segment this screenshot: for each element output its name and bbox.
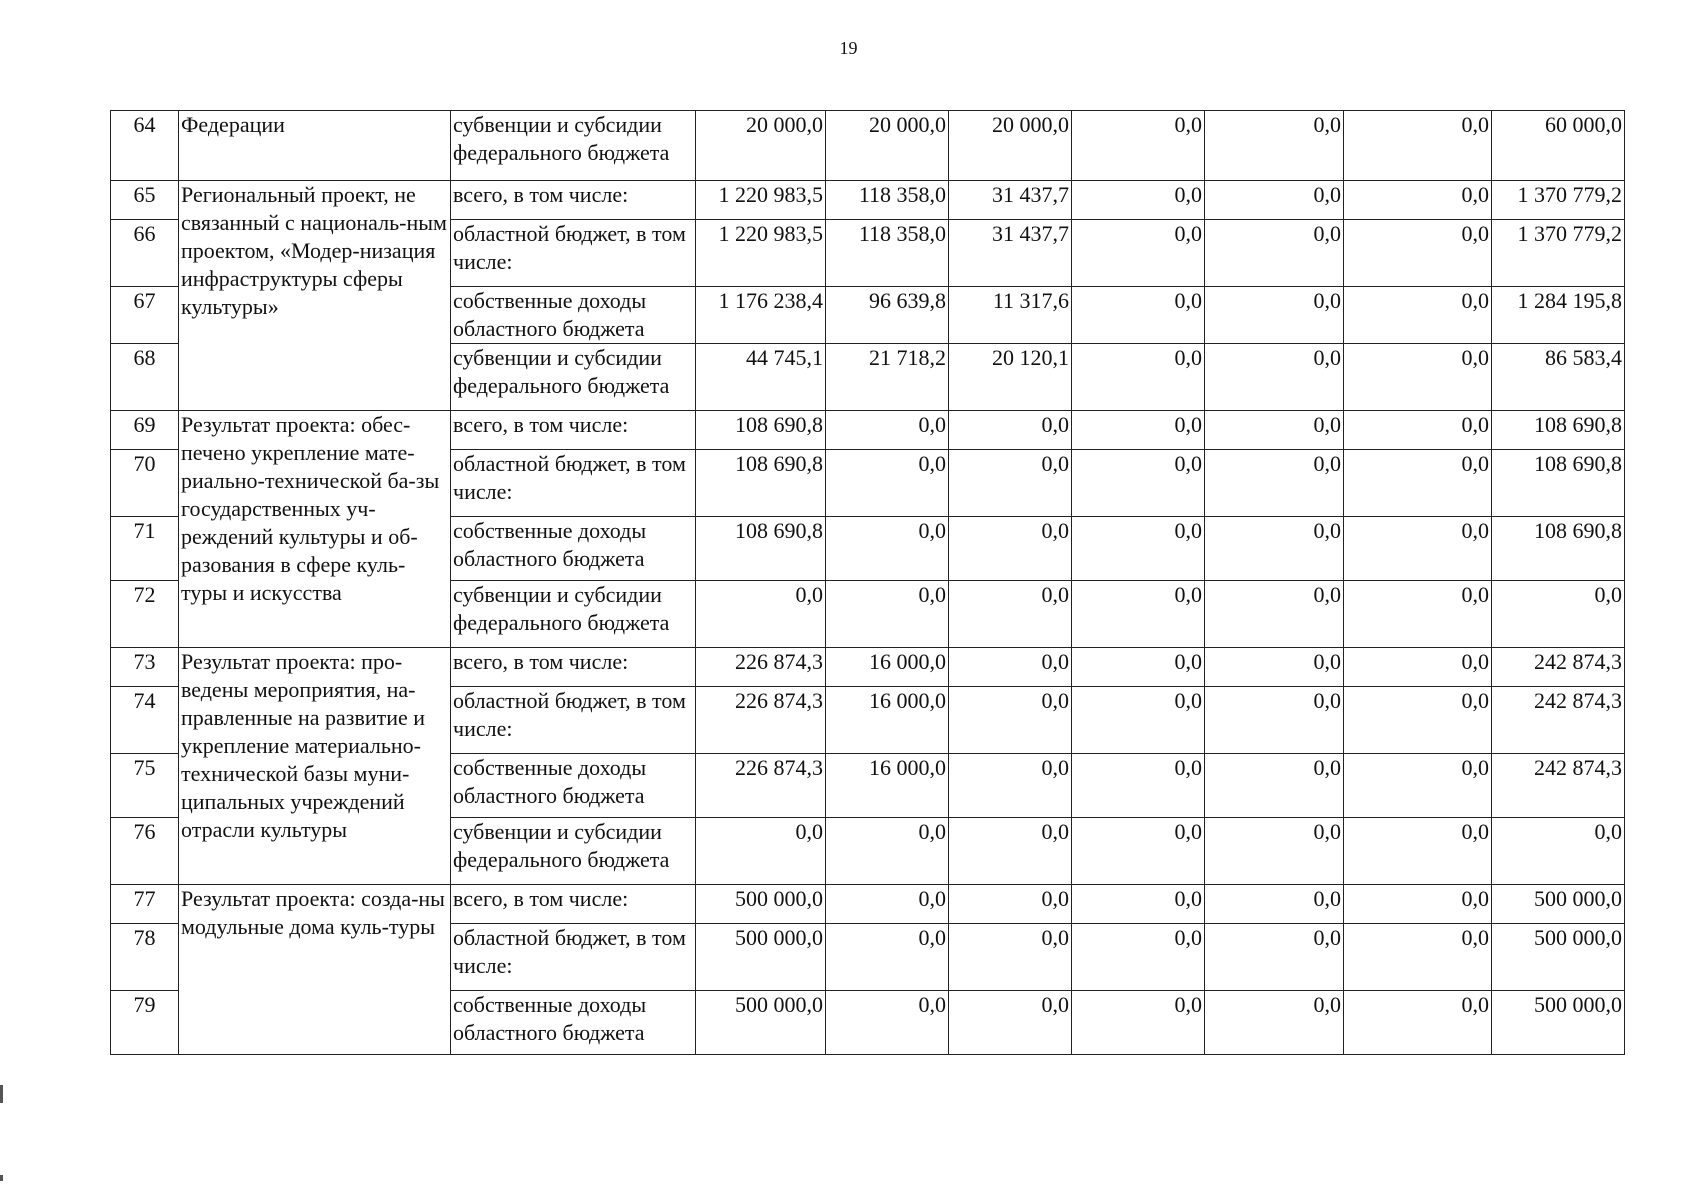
amount-cell: 0,0	[826, 991, 949, 1055]
amount-cell: 0,0	[1344, 111, 1492, 181]
row-number: 75	[111, 754, 179, 818]
amount-cell: 0,0	[1072, 517, 1205, 581]
amount-cell: 108 690,8	[1492, 450, 1625, 517]
funding-source: всего, в том числе:	[451, 885, 696, 924]
funding-source: областной бюджет, в том числе:	[451, 220, 696, 287]
amount-cell: 108 690,8	[1492, 411, 1625, 450]
amount-cell: 0,0	[1072, 181, 1205, 220]
amount-cell: 500 000,0	[1492, 924, 1625, 991]
amount-cell: 0,0	[1205, 111, 1344, 181]
amount-cell: 0,0	[1072, 450, 1205, 517]
amount-cell: 0,0	[1072, 287, 1205, 344]
table-row	[111, 411, 1625, 450]
amount-cell: 0,0	[949, 924, 1072, 991]
amount-cell: 242 874,3	[1492, 648, 1625, 687]
amount-cell: 31 437,7	[949, 220, 1072, 287]
amount-cell: 60 000,0	[1492, 111, 1625, 181]
scan-margin-mark	[0, 1085, 3, 1103]
row-number: 70	[111, 450, 179, 517]
amount-cell: 0,0	[1205, 287, 1344, 344]
amount-cell: 0,0	[949, 411, 1072, 450]
indicator-name: Результат проекта: про-ведены мероприятия, на-правленные на развитие и укрепление материально-технической базы муни-ципальных учреждений отрасли культуры	[179, 648, 451, 885]
funding-source: собственные доходы областного бюджета	[451, 991, 696, 1055]
amount-cell: 0,0	[1072, 411, 1205, 450]
amount-cell: 1 370 779,2	[1492, 181, 1625, 220]
funding-source: собственные доходы областного бюджета	[451, 754, 696, 818]
amount-cell: 1 220 983,5	[696, 220, 826, 287]
amount-cell: 0,0	[949, 517, 1072, 581]
row-number: 73	[111, 648, 179, 687]
amount-cell: 1 176 238,4	[696, 287, 826, 344]
amount-cell: 0,0	[949, 818, 1072, 885]
amount-cell: 500 000,0	[696, 991, 826, 1055]
amount-cell: 0,0	[949, 991, 1072, 1055]
amount-cell: 0,0	[1344, 687, 1492, 754]
funding-source: собственные доходы областного бюджета	[451, 517, 696, 581]
amount-cell: 0,0	[1205, 450, 1344, 517]
amount-cell: 0,0	[1344, 517, 1492, 581]
amount-cell: 500 000,0	[696, 885, 826, 924]
amount-cell: 96 639,8	[826, 287, 949, 344]
row-number: 68	[111, 344, 179, 411]
amount-cell: 0,0	[1072, 220, 1205, 287]
amount-cell: 0,0	[1205, 344, 1344, 411]
row-number: 71	[111, 517, 179, 581]
amount-cell: 20 000,0	[826, 111, 949, 181]
amount-cell: 0,0	[826, 517, 949, 581]
amount-cell: 0,0	[1205, 885, 1344, 924]
amount-cell: 226 874,3	[696, 648, 826, 687]
amount-cell: 21 718,2	[826, 344, 949, 411]
amount-cell: 0,0	[1344, 287, 1492, 344]
amount-cell: 118 358,0	[826, 220, 949, 287]
funding-source: всего, в том числе:	[451, 181, 696, 220]
amount-cell: 0,0	[826, 818, 949, 885]
amount-cell: 0,0	[1344, 885, 1492, 924]
amount-cell: 0,0	[1072, 991, 1205, 1055]
amount-cell: 0,0	[949, 754, 1072, 818]
amount-cell: 0,0	[1205, 818, 1344, 885]
table-row	[111, 885, 1625, 924]
amount-cell: 0,0	[1344, 818, 1492, 885]
funding-source: субвенции и субсидии федерального бюджета	[451, 818, 696, 885]
amount-cell: 0,0	[1072, 818, 1205, 885]
indicator-name: Федерации	[179, 111, 451, 181]
amount-cell: 0,0	[1072, 687, 1205, 754]
amount-cell: 0,0	[1205, 581, 1344, 648]
row-number: 74	[111, 687, 179, 754]
indicator-name: Региональный проект, не связанный с националь-ным проектом, «Модер-низация инфраструктуры сферы культуры»	[179, 181, 451, 411]
amount-cell: 0,0	[949, 581, 1072, 648]
amount-cell: 0,0	[1344, 411, 1492, 450]
row-number: 78	[111, 924, 179, 991]
amount-cell: 0,0	[1344, 344, 1492, 411]
funding-source: субвенции и субсидии федерального бюджета	[451, 111, 696, 181]
funding-source: собственные доходы областного бюджета	[451, 287, 696, 344]
amount-cell: 16 000,0	[826, 648, 949, 687]
amount-cell: 86 583,4	[1492, 344, 1625, 411]
amount-cell: 242 874,3	[1492, 687, 1625, 754]
budget-table	[110, 110, 1625, 1055]
amount-cell: 500 000,0	[1492, 885, 1625, 924]
amount-cell: 108 690,8	[696, 450, 826, 517]
amount-cell: 0,0	[1205, 687, 1344, 754]
amount-cell: 0,0	[1205, 517, 1344, 581]
funding-source: областной бюджет, в том числе:	[451, 687, 696, 754]
amount-cell: 0,0	[1072, 581, 1205, 648]
amount-cell: 108 690,8	[1492, 517, 1625, 581]
amount-cell: 0,0	[826, 924, 949, 991]
amount-cell: 16 000,0	[826, 687, 949, 754]
row-number: 66	[111, 220, 179, 287]
amount-cell: 0,0	[1072, 885, 1205, 924]
funding-source: областной бюджет, в том числе:	[451, 924, 696, 991]
amount-cell: 0,0	[696, 818, 826, 885]
amount-cell: 0,0	[1205, 754, 1344, 818]
amount-cell: 0,0	[826, 885, 949, 924]
amount-cell: 0,0	[1344, 450, 1492, 517]
amount-cell: 0,0	[826, 450, 949, 517]
amount-cell: 0,0	[1072, 344, 1205, 411]
amount-cell: 0,0	[1072, 648, 1205, 687]
indicator-name: Результат проекта: обес-печено укрепление мате-риально-технической ба-зы государственных уч-реждений культуры и об-разования в сфере куль-туры и искусства	[179, 411, 451, 648]
amount-cell: 20 120,1	[949, 344, 1072, 411]
table-row	[111, 181, 1625, 220]
amount-cell: 20 000,0	[696, 111, 826, 181]
funding-source: субвенции и субсидии федерального бюджета	[451, 581, 696, 648]
amount-cell: 0,0	[949, 648, 1072, 687]
table-row	[111, 648, 1625, 687]
row-number: 72	[111, 581, 179, 648]
amount-cell: 0,0	[1072, 111, 1205, 181]
scan-margin-mark	[0, 1175, 3, 1181]
amount-cell: 0,0	[1344, 181, 1492, 220]
amount-cell: 0,0	[826, 411, 949, 450]
amount-cell: 1 370 779,2	[1492, 220, 1625, 287]
amount-cell: 108 690,8	[696, 411, 826, 450]
amount-cell: 0,0	[1072, 924, 1205, 991]
row-number: 69	[111, 411, 179, 450]
amount-cell: 0,0	[826, 581, 949, 648]
table-row	[111, 111, 1625, 181]
amount-cell: 0,0	[1344, 648, 1492, 687]
amount-cell: 0,0	[1205, 220, 1344, 287]
funding-source: субвенции и субсидии федерального бюджета	[451, 344, 696, 411]
amount-cell: 0,0	[1492, 818, 1625, 885]
table-body	[111, 111, 1625, 1055]
row-number: 76	[111, 818, 179, 885]
amount-cell: 0,0	[1205, 648, 1344, 687]
funding-source: областной бюджет, в том числе:	[451, 450, 696, 517]
amount-cell: 0,0	[1344, 924, 1492, 991]
amount-cell: 0,0	[949, 687, 1072, 754]
amount-cell: 0,0	[949, 450, 1072, 517]
funding-source: всего, в том числе:	[451, 648, 696, 687]
amount-cell: 20 000,0	[949, 111, 1072, 181]
amount-cell: 108 690,8	[696, 517, 826, 581]
amount-cell: 500 000,0	[696, 924, 826, 991]
row-number: 79	[111, 991, 179, 1055]
row-number: 77	[111, 885, 179, 924]
amount-cell: 44 745,1	[696, 344, 826, 411]
row-number: 65	[111, 181, 179, 220]
amount-cell: 1 220 983,5	[696, 181, 826, 220]
amount-cell: 11 317,6	[949, 287, 1072, 344]
page-number: 19	[839, 38, 858, 58]
amount-cell: 226 874,3	[696, 687, 826, 754]
amount-cell: 0,0	[1205, 991, 1344, 1055]
amount-cell: 0,0	[1492, 581, 1625, 648]
amount-cell: 226 874,3	[696, 754, 826, 818]
amount-cell: 0,0	[1205, 181, 1344, 220]
amount-cell: 0,0	[1205, 924, 1344, 991]
amount-cell: 0,0	[1344, 991, 1492, 1055]
amount-cell: 1 284 195,8	[1492, 287, 1625, 344]
amount-cell: 242 874,3	[1492, 754, 1625, 818]
amount-cell: 0,0	[1344, 220, 1492, 287]
row-number: 64	[111, 111, 179, 181]
row-number: 67	[111, 287, 179, 344]
amount-cell: 0,0	[1344, 581, 1492, 648]
amount-cell: 0,0	[949, 885, 1072, 924]
amount-cell: 0,0	[1072, 754, 1205, 818]
amount-cell: 500 000,0	[1492, 991, 1625, 1055]
amount-cell: 118 358,0	[826, 181, 949, 220]
amount-cell: 0,0	[1205, 411, 1344, 450]
funding-source: всего, в том числе:	[451, 411, 696, 450]
amount-cell: 0,0	[1344, 754, 1492, 818]
amount-cell: 16 000,0	[826, 754, 949, 818]
amount-cell: 0,0	[696, 581, 826, 648]
indicator-name: Результат проекта: созда-ны модульные дома куль-туры	[179, 885, 451, 1055]
amount-cell: 31 437,7	[949, 181, 1072, 220]
